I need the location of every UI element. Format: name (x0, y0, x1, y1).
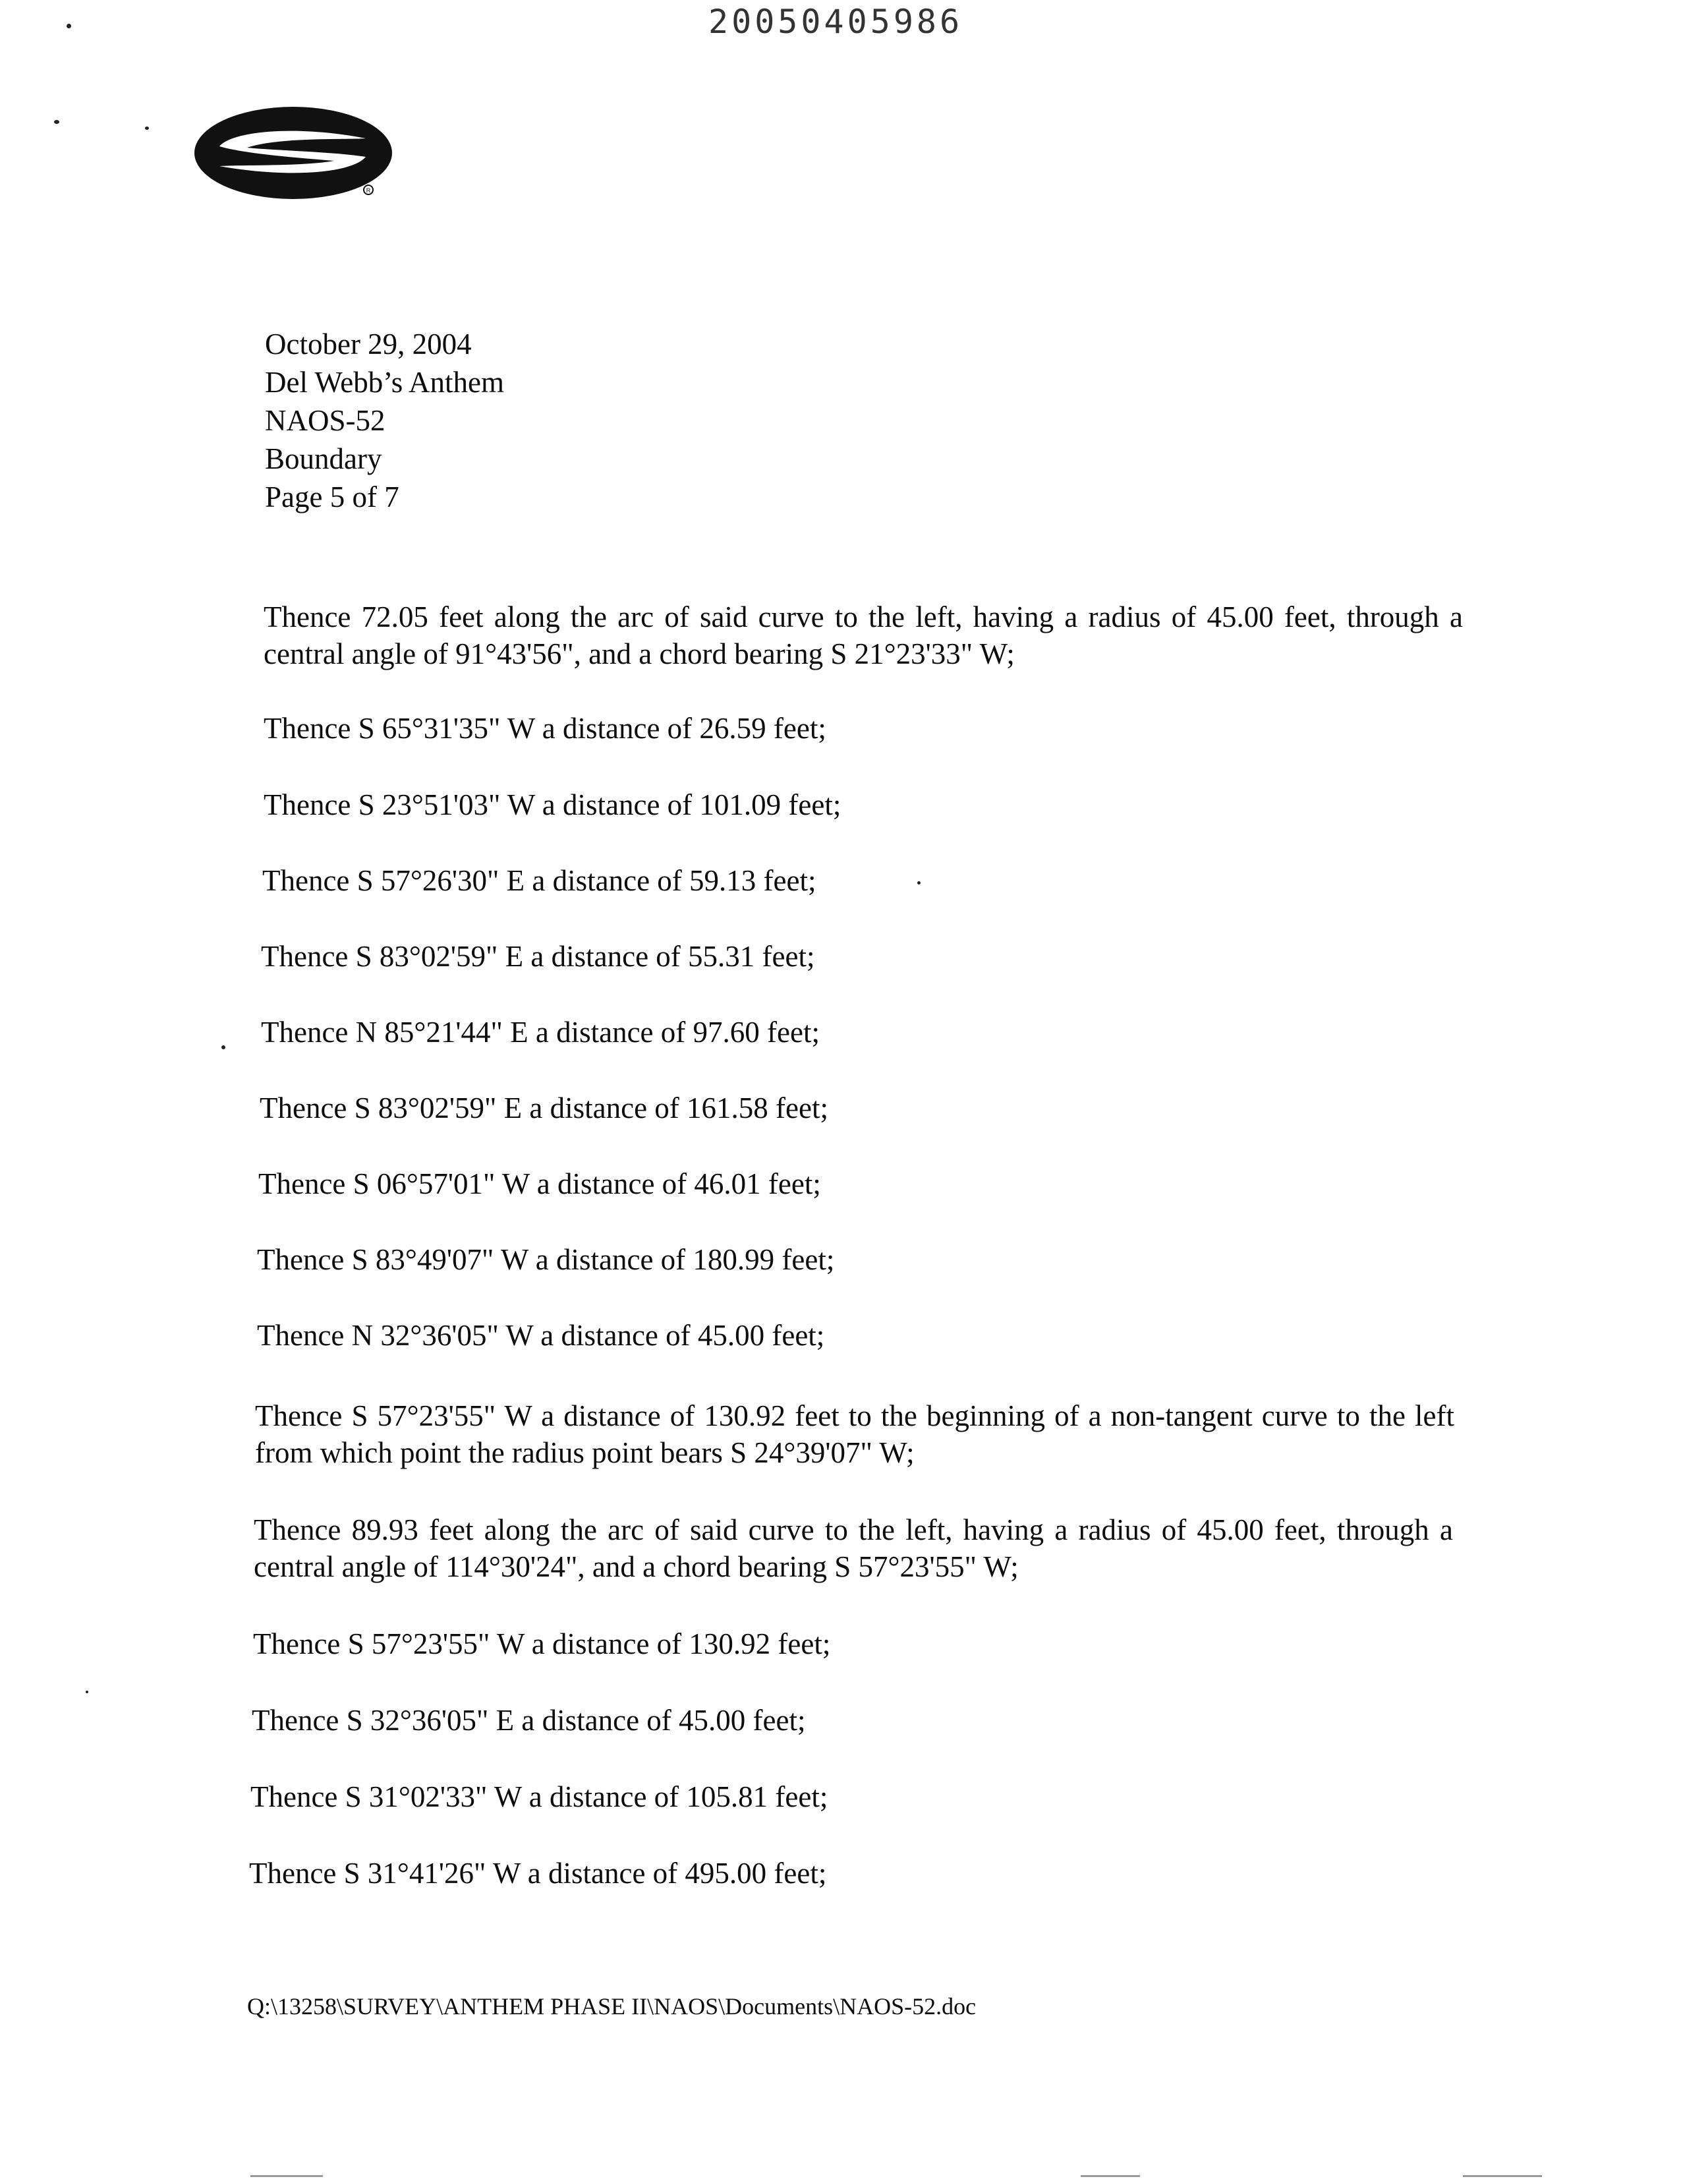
header-date: October 29, 2004 (265, 328, 472, 361)
header-project: Del Webb’s Anthem (265, 366, 505, 399)
scan-speck (221, 1045, 225, 1049)
header-parcel: NAOS-52 (265, 404, 385, 437)
file-path-footer: Q:\13258\SURVEY\ANTHEM PHASE II\NAOS\Documents\NAOS-52.doc (247, 1993, 977, 2020)
course-paragraph: Thence N 85°21'44" E a distance of 97.60 feet; (261, 1016, 820, 1049)
scan-speck (145, 127, 149, 130)
svg-text:R: R (366, 187, 371, 194)
course-paragraph: Thence S 83°02'59" E a distance of 55.31 feet; (261, 940, 815, 973)
scan-speck (917, 881, 921, 885)
scan-edge-mark (1081, 2175, 1140, 2177)
scan-speck (67, 24, 71, 28)
course-paragraph: Thence S 57°23'55" W a distance of 130.92 feet to the beginning of a non-tangent curve to the left from which point the radius point bears S 24°39'07" W; (255, 1399, 1454, 1469)
course-paragraph: Thence S 23°51'03" W a distance of 101.09 feet; (264, 788, 841, 821)
course-paragraph: Thence S 31°02'33" W a distance of 105.81 feet; (250, 1780, 828, 1813)
company-s-logo-icon (193, 105, 404, 204)
course-paragraph: Thence N 32°36'05" W a distance of 45.00 feet; (257, 1319, 825, 1352)
scan-speck (86, 1691, 88, 1693)
scan-edge-mark (250, 2175, 323, 2177)
course-paragraph: Thence S 32°36'05" E a distance of 45.00 feet; (252, 1704, 806, 1737)
course-paragraph: Thence S 83°49'07" W a distance of 180.99 feet; (257, 1243, 835, 1276)
document-number: 20050405986 (708, 3, 963, 41)
scan-speck (54, 120, 59, 124)
course-paragraph: Thence S 06°57'01" W a distance of 46.01 feet; (258, 1167, 821, 1200)
document-header (265, 325, 504, 516)
header-page-number: Page 5 of 7 (265, 480, 399, 513)
course-paragraph: Thence 72.05 feet along the arc of said curve to the left, having a radius of 45.00 feet, through a central angle of 91°43'56", and a chord bearing S 21°23'33" W; (264, 600, 1463, 670)
course-paragraph: Thence S 31°41'26" W a distance of 495.00 feet; (249, 1857, 827, 1890)
scan-edge-mark (1463, 2175, 1542, 2177)
course-paragraph: Thence 89.93 feet along the arc of said curve to the left, having a radius of 45.00 feet, through a central angle of 114°30'24", and a chord bearing S 57°23'55" W; (254, 1513, 1453, 1583)
header-subject: Boundary (265, 442, 382, 475)
course-paragraph: Thence S 57°26'30" E a distance of 59.13 feet; (262, 864, 816, 897)
course-paragraph: Thence S 83°02'59" E a distance of 161.58 feet; (260, 1092, 828, 1124)
course-paragraph: Thence S 65°31'35" W a distance of 26.59 feet; (264, 712, 826, 745)
course-paragraph: Thence S 57°23'55" W a distance of 130.92 feet; (253, 1627, 831, 1660)
